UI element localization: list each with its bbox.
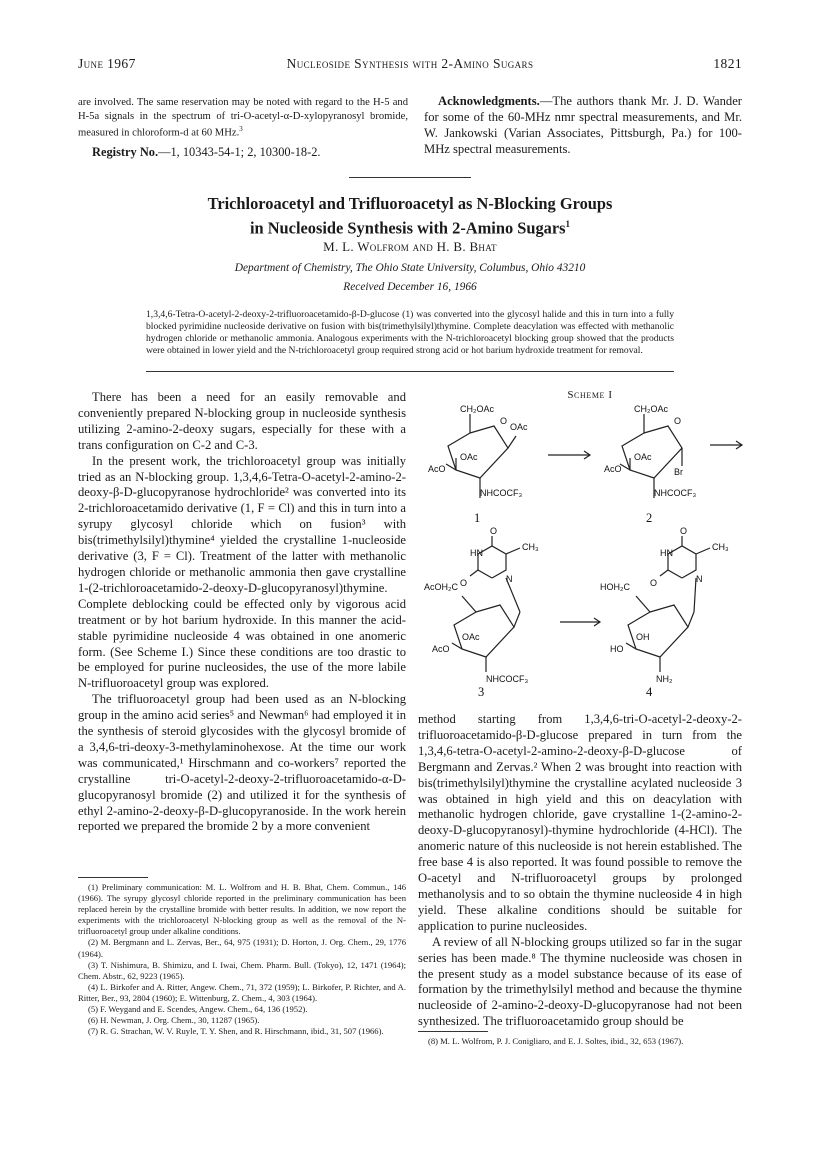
scheme-title: Scheme I [567, 389, 613, 401]
c3-oac: OAc [462, 632, 480, 642]
article-abstract: 1,3,4,6-Tetra-O-acetyl-2-deoxy-2-trifluoroacetamido-β-D-glucose (1) was converted into the glycosyl halide and this in turn into a fully blocked pyrimidine nucleoside derivative on fusion with bis(trimethylsilyl)thymine. Complete deacylation was effected with methanolic hydrogen chloride or methanolic ammonia. Analogous experiments with the N-trichloroacetyl blocking group showed that the products were obtained in lower yield and the N-trichloroacetyl group required strong acid or hot barium hydroxide treatment for removal. [146, 309, 674, 356]
c2-nhcocf3: NHCOCF₃ [654, 488, 697, 498]
right-paragraph-1: method starting from 1,3,4,6-tri-O-acetyl-2-deoxy-2-trifluoroacetamido-β-D-glucose prepared in turn from the 1,3,4,6-tetra-O-acetyl-2-amino-2-deoxy-β-D-glucose of Bergmann and Zervas.² When 2 was brought into reaction with bis(trimethylsilyl)thymine the crystalline acylated nucleoside 3 was obtained in high yield and this on deacylation with methanolic hydrogen chloride, gave crystalline 1-(2-amino-2-deoxy-D-glucopyranosyl)-thymine hydrochloride (4-HCl). The anomeric nature of this nucleoside is not herein established. The free base 4 is also reported. It was found possible to remove the O-acetyl and N-trifluoroacetyl groups by prolonged methanolysis and to so obtain the thymine nucleoside 4 in high yield. These alkaline conditions should be suitable for application to purine nucleosides. [418, 712, 742, 933]
ack-text: —The authors thank Mr. J. D. Wander for some of the 60-MHz nmr spectral measurements, and Mr. W. Jankowski (Varian Associates, Pittsburgh, Pa.) for 100-MHz spectral measurements. [424, 94, 742, 156]
footnote-5: (5) F. Weygand and E. Scendes, Angew. Chem., 64, 136 (1952). [88, 1004, 308, 1015]
left-column-body [78, 390, 406, 835]
title-line-2: in Nucleoside Synthesis with 2-Amino Sugars$^1$ [249, 218, 571, 238]
right-footnotes [418, 1036, 742, 1047]
article-affiliation: Department of Chemistry, The Ohio State University, Columbus, Ohio 43210 [234, 262, 586, 274]
article-title [80, 193, 740, 238]
c3-nhcocf3: NHCOCF₃ [486, 674, 529, 684]
header-journal-title: Nucleoside Synthesis with 2-Amino Sugars [286, 56, 534, 71]
footnote-3: (3) T. Nishimura, B. Shimizu, and I. Iwai, Chem. Pharm. Bull. (Tokyo), 12, 1471 (1964); Chem. Abstr., 62, 9223 (1965). [78, 959, 406, 981]
c2-oac: OAc [634, 452, 652, 462]
c3-ch3: CH₃ [522, 542, 539, 552]
c4-ho: HO [610, 644, 624, 654]
right-paragraph-2: A review of all N-blocking groups utilized so far in the sugar series has been made.⁸ The thymine nucleoside was chosen in the present study as a model substance because of its ease of formation by the trimethylsilyl method and because the thymine nucleoside of 2-amino-2-deoxy-D-glucopyranose had not been synthesized. The trifluoroacetamido group should be [418, 934, 742, 1029]
footnote-4: (4) L. Birkofer and A. Ritter, Angew. Chem., 71, 372 (1959); L. Birkofer, P. Richter, and A. Ritter, Ber., 93, 2804 (1960); E. Wittenburg, Z. Chem., 4, 303 (1964). [78, 981, 406, 1003]
prev-article-text: are involved. The same reservation may be noted with regard to the H-5 and H-5a signals in the spectrum of tri-O-acetyl-α-D-xylopyranosyl bromide, measured in chloroform-d at 60 MHz.$^3$ [78, 97, 408, 139]
c3-acoh2c: AcOH₂C [424, 582, 458, 592]
title-line-1: Trichloroacetyl and Trifluoroacetyl as N-Blocking Groups [207, 194, 613, 213]
c1-oac-c3: OAc [460, 452, 478, 462]
c4-ch3: CH₃ [712, 542, 729, 552]
c3-hn: HN [470, 548, 483, 558]
abstract-rule [146, 371, 674, 372]
left-paragraph-2: In the present work, the trichloroacetyl group was initially tried as an N-blocking group. 1,3,4,6-Tetra-O-acetyl-2-amino-2-deoxy-β-D-glucopyranose hydrochloride² was converted into its 2-trichloroacetamido derivative (1, F = Cl) and this in turn into a syrupy glycosyl chloride which on fusion³ with bis(trimethylsilyl)thymine⁴ yielded the crystalline 1-nucleoside derivative (3, F = Cl). Treatment of the latter with methanolic hydrogen chloride or methanolic ammonia then gave crystalline 1-(2-trichloroacetamido-2-deoxy-D-glucopyranosyl)thymine. Complete deblocking could be effected only by vigorous acid treatment or by hot barium hydroxide. In this manner the acid-stable pyrimidine nucleoside 4 was obtained in one anomeric form. (See Scheme I.) Since these conditions are too drastic to be employed for purine nucleosides, the use of the more labile N-trifluoroacetyl group was explored. [78, 453, 406, 691]
registry-numbers [92, 145, 412, 160]
c3-o-thymine: O [490, 526, 498, 536]
registry-value: —1, 10343-54-1; 2, 10300-18-2. [158, 145, 321, 159]
c3-o-carbonyl: O [460, 578, 468, 588]
c1-ring-o: O [500, 416, 508, 426]
compound-1-label: 1 [474, 511, 481, 525]
footnote-7: (7) R. G. Strachan, W. V. Ruyle, T. Y. Shen, and R. Hirschmann, ibid., 31, 507 (1966). [88, 1026, 384, 1037]
article-authors: M. L. Wolfrom and H. B. Bhat [323, 239, 497, 254]
scheme-diagram [420, 400, 750, 700]
footnote-8: (8) M. L. Wolfrom, P. J. Conigliaro, and E. J. Soltes, ibid., 32, 653 (1967). [428, 1036, 684, 1046]
article-separator [349, 177, 471, 178]
c2-ring-o: O [674, 416, 682, 426]
header-page-number: 1821 [713, 56, 742, 71]
c1-ch2oac: CH₂OAc [460, 404, 494, 414]
c1-nhcocf3: NHCOCF₃ [480, 488, 523, 498]
compound-3-label: 3 [478, 685, 485, 699]
acknowledgments [424, 94, 742, 158]
compound-3-structure [452, 536, 520, 672]
c2-aco: AcO [604, 464, 622, 474]
arrow-3-to-4 [560, 618, 600, 626]
c2-ch2oac: CH₂OAc [634, 404, 668, 414]
header-date: June 1967 [78, 56, 136, 71]
c4-n: N [696, 574, 703, 584]
c1-oac-anomeric: OAc [510, 422, 528, 432]
right-footnote-rule [418, 1031, 488, 1032]
compound-1-ring [446, 414, 516, 498]
c4-hoh2c: HOH₂C [600, 582, 630, 592]
arrow-2-to-next [710, 441, 742, 449]
left-paragraph-1: There has been a need for an easily removable and conveniently prepared N-blocking group in nucleoside synthesis utilizing 2-amino-2-deoxy sugars, especially for these with a trans configuration on C-2 and C-3. [78, 390, 406, 452]
c2-br: Br [674, 467, 683, 477]
c1-aco: AcO [428, 464, 446, 474]
right-column-body [418, 712, 742, 1030]
ack-label: Acknowledgments. [438, 94, 540, 108]
compound-4-label: 4 [646, 685, 653, 699]
arrow-1-to-2 [548, 451, 590, 459]
c4-o-carbonyl: O [650, 578, 658, 588]
running-header [78, 56, 742, 76]
footnote-6: (6) H. Newman, J. Org. Chem., 30, 11287 (1965). [88, 1015, 260, 1026]
footnote-rule [78, 877, 148, 878]
footnote-2: (2) M. Bergmann and L. Zervas, Ber., 64, 975 (1931); D. Horton, J. Org. Chem., 29, 1776 (1964). [78, 937, 406, 959]
c4-hn: HN [660, 548, 673, 558]
registry-label: Registry No. [92, 145, 159, 159]
article-received-date: Received December 16, 1966 [343, 281, 477, 293]
footnote-1: (1) Preliminary communication: M. L. Wolfrom and H. B. Bhat, Chem. Commun., 146 (1966). The syrupy glycosyl chloride reported in the preliminary communication has been replaced herein by the crystalline bromide with better results. In addition, we now report the experiments with the trichloroacetyl N-blocking group as well as the removal of the N-trifluoroacetyl group under alkaline conditions. [78, 882, 406, 937]
c4-o-thymine: O [680, 526, 688, 536]
c3-n: N [506, 574, 513, 584]
left-paragraph-3: The trifluoroacetyl group had been used as an N-blocking group in the amino acid series⁵ and Newman⁶ had employed it in the synthesis of steroid glycosides with the glycosyl bromide of a 3,4,6-tri-deoxy-3-methylaminohexose. At the time our work was communicated,¹ Hirschmann and co-workers⁷ reported the crystalline tri-O-acetyl-2-deoxy-2-trifluoroacetamido-α-D-glucopyranosyl bromide (2) and utilized it for the synthesis of ethyl 2-amino-2-deoxy-β-D-glucopyranoside. In the work herein reported we prepared the bromide 2 by a more convenient [78, 692, 406, 834]
c4-nh2: NH₂ [656, 674, 673, 684]
compound-2-label: 2 [646, 511, 653, 525]
c3-aco: AcO [432, 644, 450, 654]
footnotes [78, 882, 406, 1037]
c4-oh: OH [636, 632, 650, 642]
